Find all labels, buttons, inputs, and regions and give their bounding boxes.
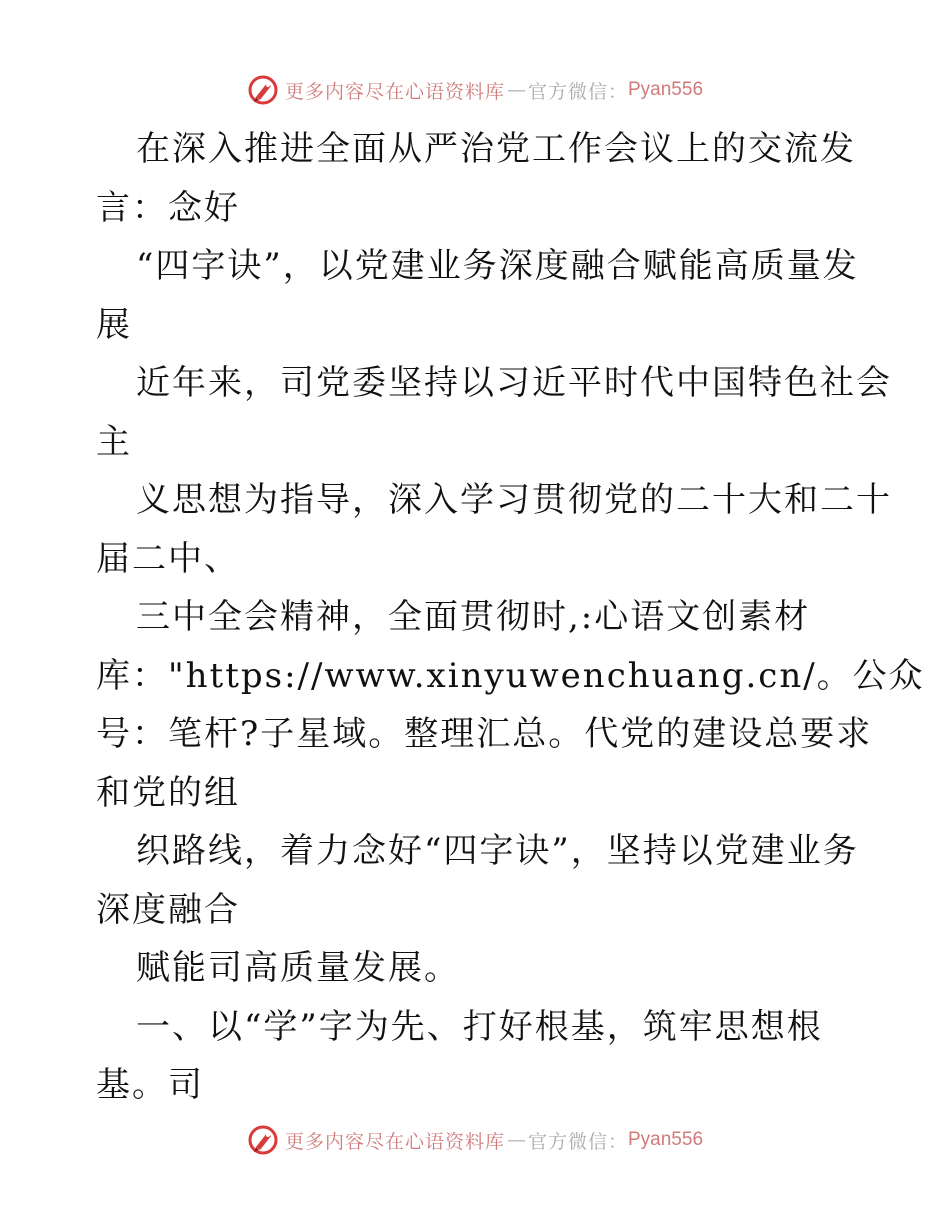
text-line: 主 bbox=[96, 421, 132, 462]
text-line: 届二中、 bbox=[96, 538, 240, 579]
document-body bbox=[96, 120, 925, 1115]
banner-separator: — bbox=[506, 79, 526, 101]
header-banner bbox=[0, 70, 950, 110]
banner-wechat-id: Pyan556 bbox=[628, 79, 704, 100]
text-line: 库："https://www.xinyuwenchuang.cn/。公众 bbox=[96, 655, 925, 696]
banner-separator: — bbox=[506, 1129, 526, 1151]
text-line: 号：笔杆?子星域。整理汇总。代党的建设总要求 bbox=[96, 714, 873, 754]
text-line: 展 bbox=[96, 304, 132, 345]
text-line: 言：念好 bbox=[96, 187, 240, 228]
pen-logo-icon bbox=[247, 1124, 279, 1156]
text-line: 和党的组 bbox=[96, 772, 240, 813]
footer-banner bbox=[0, 1120, 950, 1160]
banner-wechat-id: Pyan556 bbox=[628, 1129, 704, 1150]
text-line: 义思想为指导，深入学习贯彻党的二十大和二十 bbox=[136, 480, 892, 520]
banner-wechat-label: 官方微信： bbox=[527, 80, 628, 103]
text-line: 近年来，司党委坚持以习近平时代中国特色社会 bbox=[136, 363, 892, 403]
text-line: 赋能司高质量发展。 bbox=[136, 948, 460, 988]
banner-slogan: 更多内容尽在心语资料库 bbox=[284, 80, 505, 103]
text-line: 基。司 bbox=[96, 1065, 204, 1105]
text-line: 在深入推进全面从严治党工作会议上的交流发 bbox=[136, 129, 856, 169]
banner-wechat-label: 官方微信： bbox=[527, 1130, 628, 1153]
text-line: “四字诀”，以党建业务深度融合赋能高质量发 bbox=[136, 246, 859, 286]
text-line: 一、以“学”字为先、打好根基，筑牢思想根 bbox=[136, 1006, 823, 1047]
text-line: 深度融合 bbox=[96, 889, 240, 930]
text-line: 三中全会精神，全面贯彻时,:心语文创素材 bbox=[136, 597, 811, 637]
banner-slogan: 更多内容尽在心语资料库 bbox=[284, 1130, 505, 1153]
text-line: 织路线，着力念好“四字诀”，坚持以党建业务 bbox=[136, 831, 859, 871]
pen-logo-icon bbox=[247, 74, 279, 106]
